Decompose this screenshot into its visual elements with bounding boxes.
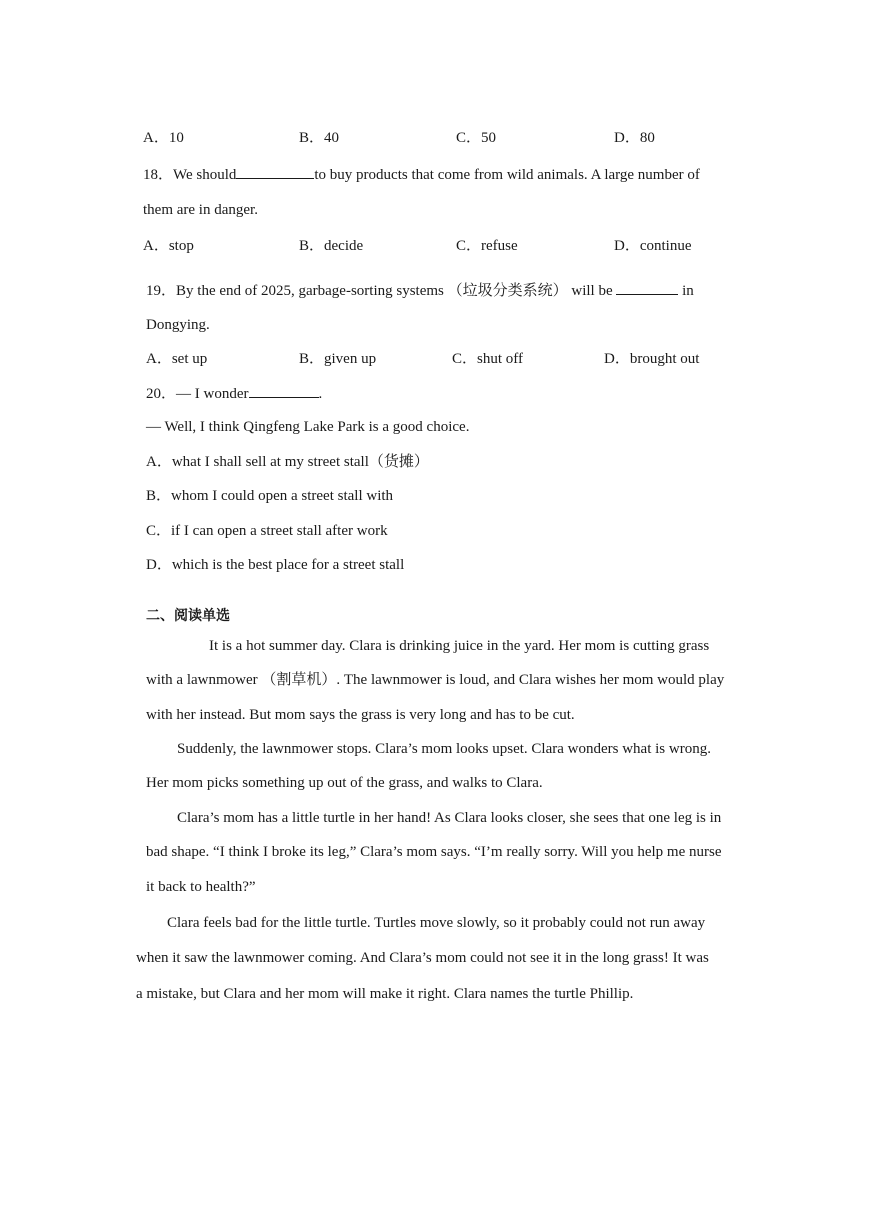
passage-line: Clara’s mom has a little turtle in her hand! As Clara looks closer, she sees that one leg is in: [177, 810, 722, 826]
passage-line: Clara feels bad for the little turtle. Turtles move slowly, so it probably could not run away: [167, 915, 706, 931]
passage-line: with her instead. But mom says the grass is very long and has to be cut.: [146, 707, 575, 723]
passage-line: it back to health?”: [146, 879, 256, 895]
q19-stem-line2: Dongying.: [146, 317, 210, 333]
passage-line: a mistake, but Clara and her mom will make it right. Clara names the turtle Phillip.: [136, 986, 634, 1002]
q18-stem-part2: to buy products that come from wild animals. A large number of: [314, 167, 700, 183]
q18-stem-part1: We should: [173, 167, 237, 183]
q20-option-b: B．whom I could open a street stall with: [146, 488, 394, 504]
passage-line: bad shape. “I think I broke its leg,” Clara’s mom says. “I’m really sorry. Will you help me nurse: [146, 844, 722, 860]
q19-stem: [146, 280, 694, 301]
passage-line: with a lawnmower （割草机）. The lawnmower is loud, and Clara wishes her mom would play: [146, 672, 725, 688]
q18-stem-line2: them are in danger.: [143, 202, 258, 218]
q18-option-d: D．continue: [614, 238, 692, 254]
q19-answer-blank[interactable]: [616, 280, 678, 295]
section-title: 二、阅读单选: [146, 608, 230, 624]
passage-line: when it saw the lawnmower coming. And Clara’s mom could not see it in the long grass! It was: [136, 950, 709, 966]
q17-option-a: A．10: [143, 130, 184, 146]
q20-answer-blank[interactable]: [249, 383, 319, 398]
q20-number: 20．: [146, 386, 177, 402]
q18-option-c: C．refuse: [456, 238, 518, 254]
q19-stem-part2: in: [682, 283, 694, 299]
q18-option-b: B．decide: [299, 238, 364, 254]
q18-option-a: A．stop: [143, 238, 194, 254]
q17-option-b: B．40: [299, 130, 340, 146]
q20-stem: [146, 383, 322, 404]
q18-stem: [143, 164, 700, 185]
passage-line: Her mom picks something up out of the grass, and walks to Clara.: [146, 775, 543, 791]
q19-option-a: A．set up: [146, 351, 208, 367]
q19-number: 19．: [146, 283, 177, 299]
q18-answer-blank[interactable]: [236, 164, 314, 179]
q17-option-d: D．80: [614, 130, 655, 146]
q17-option-c: C．50: [456, 130, 497, 146]
passage-line: Suddenly, the lawnmower stops. Clara’s mom looks upset. Clara wonders what is wrong.: [177, 741, 711, 757]
q20-stem-part1: — I wonder: [176, 386, 249, 402]
q20-option-a: A．what I shall sell at my street stall（货摊）: [146, 454, 429, 470]
q19-option-b: B．given up: [299, 351, 377, 367]
q20-stem-part2: .: [318, 386, 323, 402]
q20-option-d: D．which is the best place for a street stall: [146, 557, 405, 573]
passage-line: It is a hot summer day. Clara is drinking juice in the yard. Her mom is cutting grass: [209, 638, 710, 654]
q19-stem-part1: By the end of 2025, garbage-sorting systems （垃圾分类系统） will be: [176, 283, 613, 299]
q20-reply: — Well, I think Qingfeng Lake Park is a good choice.: [146, 419, 470, 435]
q19-option-c: C．shut off: [452, 351, 523, 367]
q19-option-d: D．brought out: [604, 351, 700, 367]
q20-option-c: C．if I can open a street stall after work: [146, 523, 388, 539]
q18-number: 18．: [143, 167, 174, 183]
